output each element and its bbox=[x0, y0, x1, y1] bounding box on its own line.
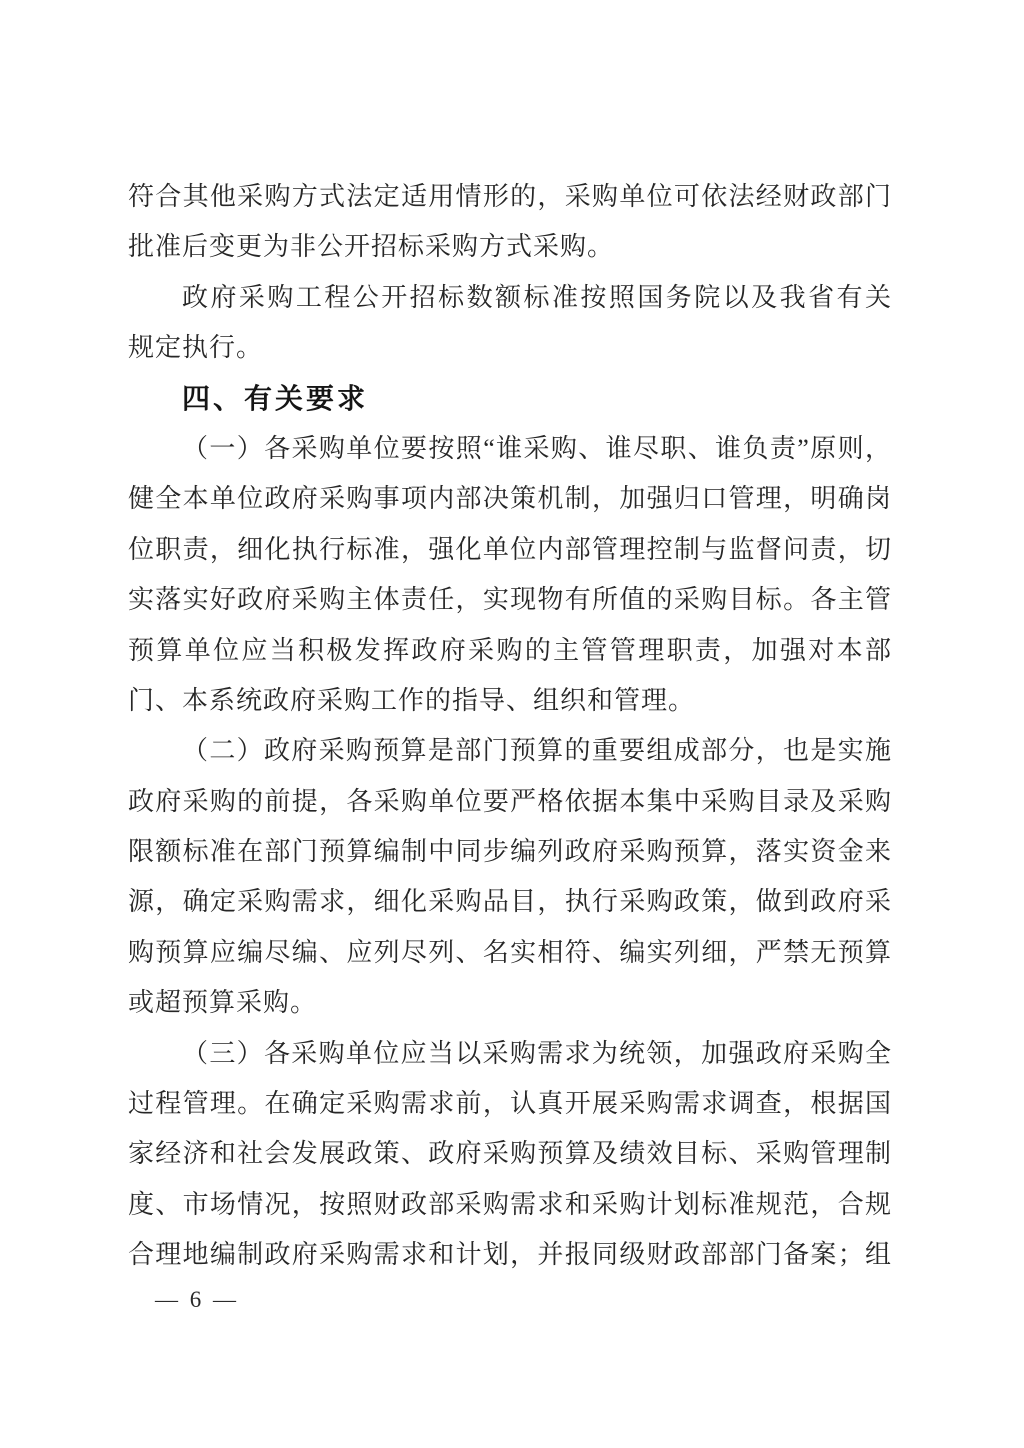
body-line: 规定执行。 bbox=[128, 333, 264, 363]
body-line: 健全本单位政府采购事项内部决策机制，加强归口管理，明确岗 bbox=[128, 484, 892, 514]
body-line: 家经济和社会发展政策、政府采购预算及绩效目标、采购管理制 bbox=[128, 1139, 892, 1169]
body-line: 限额标准在部门预算编制中同步编列政府采购预算，落实资金来 bbox=[128, 837, 892, 867]
body-line: 预算单位应当积极发挥政府采购的主管管理职责，加强对本部 bbox=[128, 635, 892, 665]
body-line: 或超预算采购。 bbox=[128, 988, 318, 1018]
body-line: 位职责，细化执行标准，强化单位内部管理控制与监督问责，切 bbox=[128, 534, 892, 564]
body-line: 过程管理。在确定采购需求前，认真开展采购需求调查，根据国 bbox=[128, 1089, 892, 1119]
document-body bbox=[128, 172, 892, 1281]
body-line: 政府采购的前提，各采购单位要严格依据本集中采购目录及采购 bbox=[128, 786, 892, 816]
body-line: 符合其他采购方式法定适用情形的，采购单位可依法经财政部门 bbox=[128, 182, 892, 211]
body-line: （二）政府采购预算是部门预算的重要组成部分，也是实施 bbox=[182, 736, 892, 766]
body-line: 合理地编制政府采购需求和计划，并报同级财政部部门备案；组 bbox=[128, 1240, 892, 1270]
body-line: 度、市场情况，按照财政部采购需求和采购计划标准规范，合规 bbox=[128, 1189, 892, 1219]
section-heading: 四、有关要求 bbox=[182, 382, 369, 414]
body-line: 门、本系统政府采购工作的指导、组织和管理。 bbox=[128, 685, 696, 715]
body-line: 实落实好政府采购主体责任，实现物有所值的采购目标。各主管 bbox=[128, 585, 892, 615]
body-line: 批准后变更为非公开招标采购方式采购。 bbox=[128, 232, 615, 262]
page-number: — 6 — bbox=[155, 1287, 239, 1312]
body-line: （一）各采购单位要按照“谁采购、谁尽职、谁负责”原则， bbox=[182, 433, 892, 463]
body-line: （三）各采购单位应当以采购需求为统领，加强政府采购全 bbox=[182, 1038, 892, 1068]
body-line: 政府采购工程公开招标数额标准按照国务院以及我省有关 bbox=[182, 282, 892, 312]
body-line: 源，确定采购需求，细化采购品目，执行采购政策，做到政府采 bbox=[128, 887, 892, 917]
body-line: 购预算应编尽编、应列尽列、名实相符、编实列细，严禁无预算 bbox=[128, 937, 892, 967]
